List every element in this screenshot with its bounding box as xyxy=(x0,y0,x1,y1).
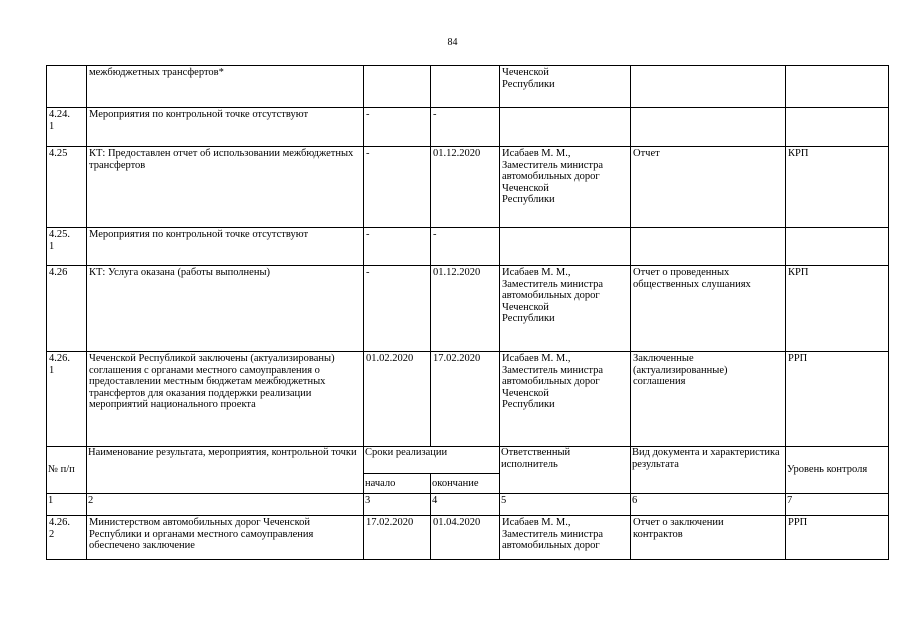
row-start-date: - xyxy=(364,108,431,147)
row-number: 4.25. 1 xyxy=(47,228,87,266)
table-row xyxy=(47,108,889,147)
row-control-level: КРП xyxy=(786,266,889,352)
row-end-date: 17.02.2020 xyxy=(431,352,500,447)
row-start-date: - xyxy=(364,228,431,266)
header-executor: Ответственный исполнитель xyxy=(500,447,631,494)
column-number: 6 xyxy=(631,494,786,516)
table-row xyxy=(47,352,889,447)
row-number: 4.25 xyxy=(47,147,87,228)
row-name: межбюджетных трансфертов* xyxy=(87,66,364,108)
table-row xyxy=(47,147,889,228)
table-row xyxy=(47,228,889,266)
row-number: 4.26 xyxy=(47,266,87,352)
row-document xyxy=(631,66,786,108)
row-document: Отчет xyxy=(631,147,786,228)
row-end-date: 01.04.2020 xyxy=(431,516,500,560)
row-number xyxy=(47,66,87,108)
row-control-level xyxy=(786,108,889,147)
row-document: Отчет о заключении контрактов xyxy=(631,516,786,560)
row-document: Заключенные (актуализированные) соглашения xyxy=(631,352,786,447)
column-number: 1 xyxy=(47,494,87,516)
row-name: Мероприятия по контрольной точке отсутствуют xyxy=(87,108,364,147)
header-name: Наименование результата, мероприятия, контрольной точки xyxy=(87,447,364,494)
row-end-date: - xyxy=(431,108,500,147)
row-executor: Исабаев М. М., Заместитель министра автомобильных дорог xyxy=(500,516,631,560)
row-document xyxy=(631,108,786,147)
row-control-level: КРП xyxy=(786,147,889,228)
row-name: КТ: Услуга оказана (работы выполнены) xyxy=(87,266,364,352)
column-number: 3 xyxy=(364,494,431,516)
header-num: № п/п xyxy=(47,447,87,494)
row-end-date xyxy=(431,66,500,108)
row-executor: Исабаев М. М., Заместитель министра автомобильных дорог Чеченской Республики xyxy=(500,266,631,352)
row-control-level xyxy=(786,66,889,108)
row-start-date: 17.02.2020 xyxy=(364,516,431,560)
page-number: 84 xyxy=(447,37,458,48)
column-number: 4 xyxy=(431,494,500,516)
row-document: Отчет о проведенных общественных слушаниях xyxy=(631,266,786,352)
row-number: 4.26. 2 xyxy=(47,516,87,560)
row-executor xyxy=(500,228,631,266)
row-control-level xyxy=(786,228,889,266)
row-executor: Исабаев М. М., Заместитель министра автомобильных дорог Чеченской Республики xyxy=(500,147,631,228)
row-end-date: 01.12.2020 xyxy=(431,266,500,352)
column-number: 5 xyxy=(500,494,631,516)
column-number: 7 xyxy=(786,494,889,516)
plan-table xyxy=(46,65,889,560)
row-number: 4.26. 1 xyxy=(47,352,87,447)
row-document xyxy=(631,228,786,266)
row-name: Министерством автомобильных дорог Чеченской Республики и органами местного самоуправления обеспечено заключение xyxy=(87,516,364,560)
row-executor: Исабаев М. М., Заместитель министра автомобильных дорог Чеченской Республики xyxy=(500,352,631,447)
row-start-date: - xyxy=(364,266,431,352)
row-control-level: РРП xyxy=(786,516,889,560)
column-number: 2 xyxy=(87,494,364,516)
row-name: Чеченской Республикой заключены (актуализированы) соглашения с органами местного самоуправления о предоставлении местным бюджетам межбюджетных трансфертов для оказания поддержки реализации мероприятий национального проекта xyxy=(87,352,364,447)
row-end-date: 01.12.2020 xyxy=(431,147,500,228)
header-doc: Вид документа и характеристика результата xyxy=(631,447,786,494)
header-start: начало xyxy=(364,474,431,494)
row-end-date: - xyxy=(431,228,500,266)
row-executor: Чеченской Республики xyxy=(500,66,631,108)
row-executor xyxy=(500,108,631,147)
row-start-date: 01.02.2020 xyxy=(364,352,431,447)
table-row xyxy=(47,66,889,108)
row-start-date xyxy=(364,66,431,108)
header-end: окончание xyxy=(431,474,500,494)
header-level: Уровень контроля xyxy=(786,447,889,494)
table-row xyxy=(47,266,889,352)
header-dates: Сроки реализации xyxy=(364,447,500,474)
row-name: Мероприятия по контрольной точке отсутствуют xyxy=(87,228,364,266)
row-control-level: РРП xyxy=(786,352,889,447)
row-name: КТ: Предоставлен отчет об использовании межбюджетных трансфертов xyxy=(87,147,364,228)
row-number: 4.24. 1 xyxy=(47,108,87,147)
table-row xyxy=(47,516,889,560)
row-start-date: - xyxy=(364,147,431,228)
